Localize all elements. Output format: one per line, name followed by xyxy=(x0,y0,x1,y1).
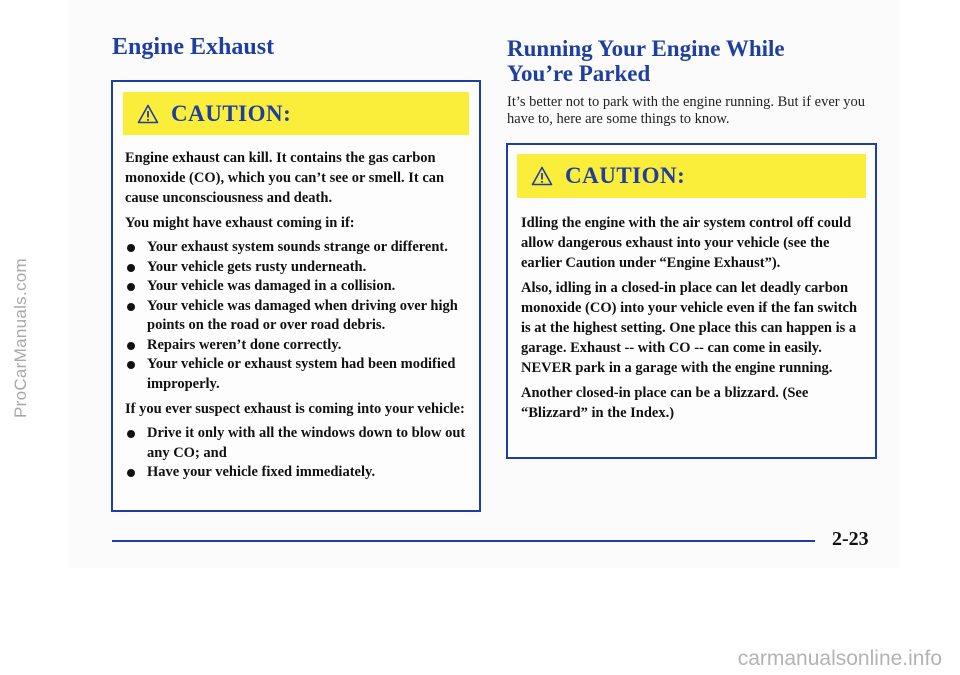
caution-label: CAUTION: xyxy=(171,100,292,126)
warning-triangle-icon xyxy=(137,104,159,124)
engine-exhaust-caution-box xyxy=(111,80,481,512)
caution-banner xyxy=(517,154,866,198)
intro-paragraph: It’s better not to park with the engine running. But if ever you have to, here are some things to know. xyxy=(507,94,865,127)
running-engine-parked-heading: Running Your Engine While You’re Parked xyxy=(507,36,785,86)
side-watermark-text: ProCarManuals.com xyxy=(11,257,30,418)
list-item: Your vehicle was damaged when driving over high points on the road or over road debris. xyxy=(125,297,469,336)
caution-paragraph: Engine exhaust can kill. It contains the gas carbon monoxide (CO), which you can’t see or smell. It can cause unconsciousness and death. xyxy=(125,150,445,206)
caution-banner xyxy=(123,92,469,135)
list-item: Your vehicle was damaged in a collision. xyxy=(125,277,469,297)
caution-body xyxy=(113,148,479,483)
footer-rule xyxy=(112,540,815,542)
caution-paragraph: If you ever suspect exhaust is coming into your vehicle: xyxy=(125,401,465,417)
caution-paragraph: Another closed-in place can be a blizzard. (See “Blizzard” in the Index.) xyxy=(521,385,809,421)
page-number: 2-23 xyxy=(832,528,869,550)
caution-paragraph: Idling the engine with the air system control off could allow dangerous exhaust into your vehicle (see the earlier Caution under “Engine Exhaust”). xyxy=(521,215,852,271)
caution-paragraph: Also, idling in a closed-in place can let deadly carbon monoxide (CO) into your vehicle even if the fan switch is at the highest setting. One place this can happen is a garage. Exhaust -- with CO -- can come in easily. NEVER park in a garage with the engine running. xyxy=(521,280,858,376)
list-item: Drive it only with all the windows down to blow out any CO; and xyxy=(125,424,469,463)
warning-triangle-icon xyxy=(531,166,553,186)
list-item: Your exhaust system sounds strange or different. xyxy=(125,238,469,258)
engine-exhaust-heading: Engine Exhaust xyxy=(112,34,275,60)
list-item: Your vehicle or exhaust system had been modified improperly. xyxy=(125,355,469,394)
caution-body xyxy=(508,213,875,423)
list-item: Repairs weren’t done correctly. xyxy=(125,336,469,356)
side-watermark xyxy=(6,0,36,675)
list-item: Have your vehicle fixed immediately. xyxy=(125,463,469,483)
bottom-watermark: carmanualsonline.info xyxy=(737,647,942,670)
caution-label: CAUTION: xyxy=(565,163,686,188)
exhaust-causes-list xyxy=(125,238,469,394)
caution-paragraph: You might have exhaust coming in if: xyxy=(125,215,355,231)
list-item: Your vehicle gets rusty underneath. xyxy=(125,258,469,278)
exhaust-actions-list xyxy=(125,424,469,483)
idling-caution-box xyxy=(506,143,877,459)
